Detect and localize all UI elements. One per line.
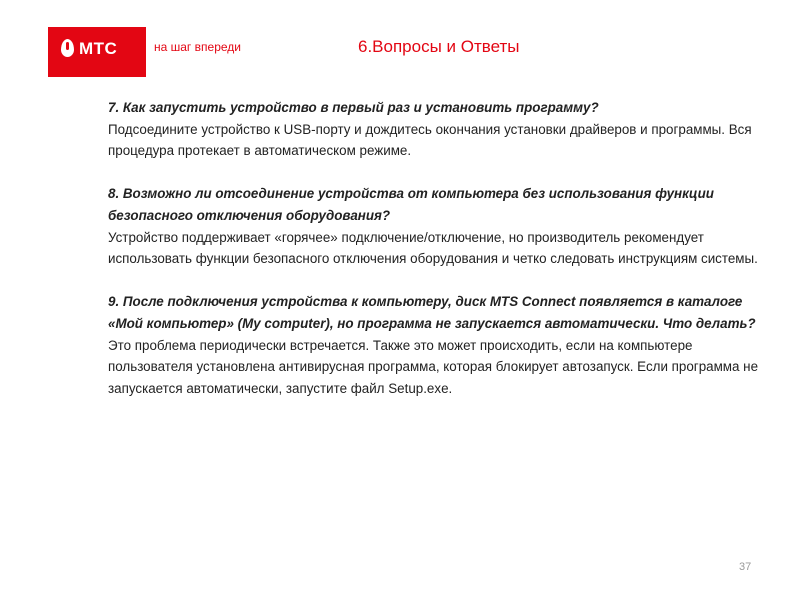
question-text: 9. После подключения устройства к компьютеру, диск MTS Connect появляется в каталоге «Мой компьютер» (My computer), но программа не запускается автоматически. Что делать? [108, 294, 756, 331]
qa-item [108, 183, 768, 269]
qa-item [108, 291, 768, 399]
question-text: 7. Как запустить устройство в первый раз и установить программу? [108, 100, 599, 115]
slide-title: 6.Вопросы и Ответы [358, 37, 520, 56]
answer-text: Устройство поддерживает «горячее» подключение/отключение, но производитель рекомендует использовать функции безопасного отключения оборудования и четко следовать инструкциям системы. [108, 229, 758, 267]
mts-logo [48, 27, 146, 77]
page-number: 37 [739, 561, 752, 573]
qa-item [108, 97, 768, 162]
logo-text: МТС [79, 39, 118, 58]
brand-slogan: на шаг впереди [154, 40, 241, 54]
answer-text: Подсоедините устройство к USB-порту и дождитесь окончания установки драйверов и программы. Вся процедура протекает в автоматическом режиме. [108, 121, 752, 159]
answer-text: Это проблема периодически встречается. Также это может происходить, если на компьютере пользователя установлена антивирусная программа, которая блокирует автозапуск. Если программа не запускается автоматически, запустите файл Setup.exe. [108, 337, 759, 396]
qa-content [108, 97, 768, 421]
question-text: 8. Возможно ли отсоединение устройства от компьютера без использования функции безопасного отключения оборудования? [108, 186, 714, 223]
mts-egg-icon [61, 39, 74, 57]
